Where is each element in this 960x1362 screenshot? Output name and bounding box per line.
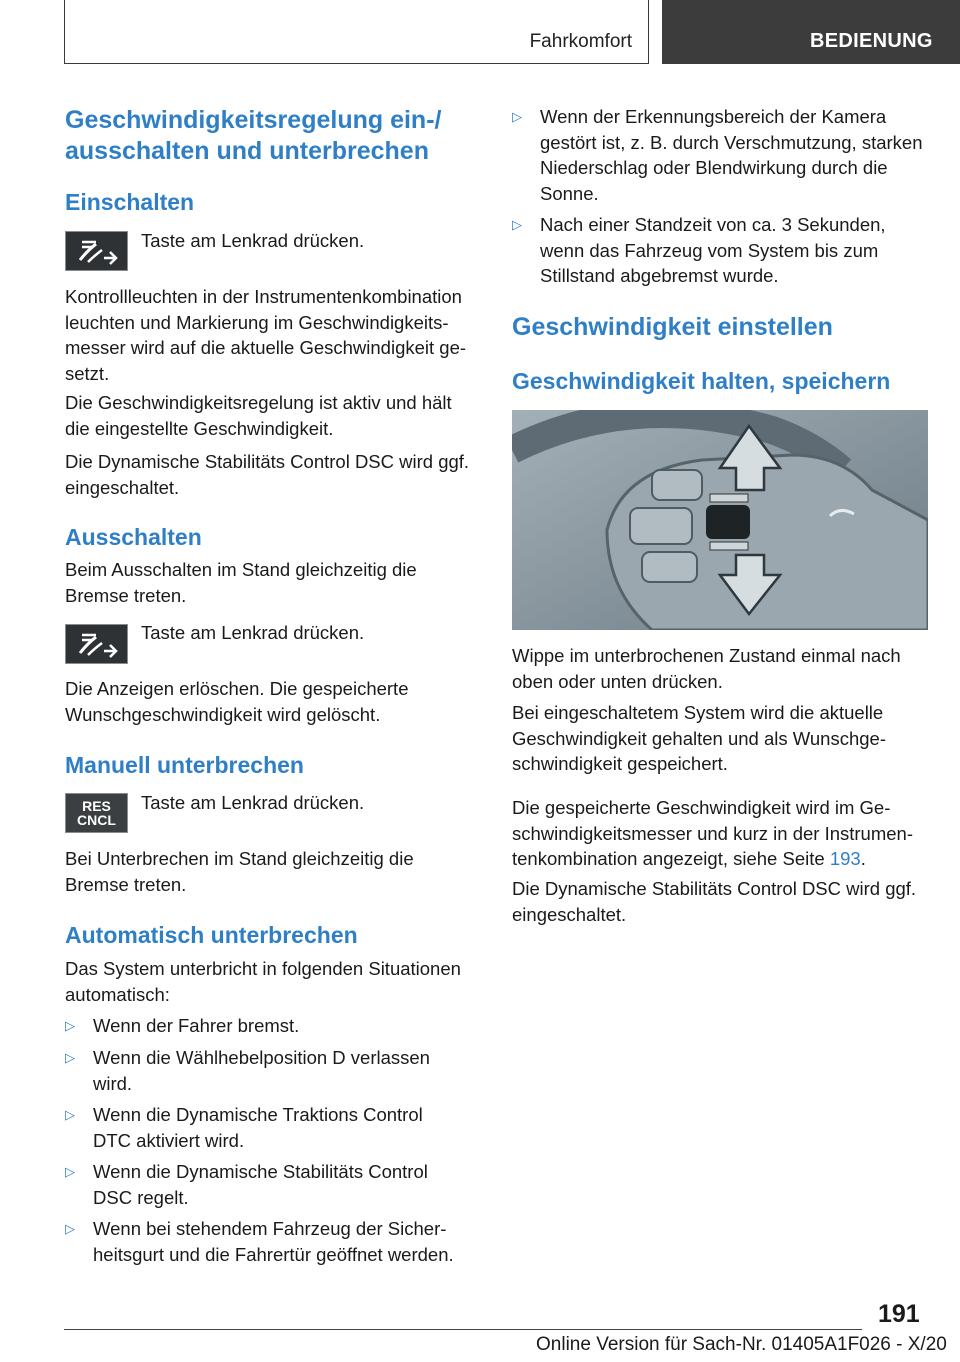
off-paragraph-2: Die Anzeigen erlöschen. Die gespeicherte Wunschgeschwindigkeit wird gelöscht. bbox=[65, 678, 409, 725]
footer-text: Online Version für Sach-Nr. 01405A1F026 - X/20 bbox=[536, 1334, 947, 1355]
heading-manuell-unterbrechen: Manuell unterbrechen bbox=[65, 752, 304, 778]
page-reference-link[interactable]: 193 bbox=[829, 848, 861, 869]
res-cncl-label: RES CNCL bbox=[77, 798, 116, 828]
bullet-triangle-icon: ▷ bbox=[65, 1050, 75, 1065]
heading-einschalten: Einschalten bbox=[65, 189, 195, 215]
on-paragraph-1: Kontrollleuchten in der Instrumentenkombination leuchten und Markierung im Geschwindigkeitsmesser wird auf die aktuelle Geschwindigkeit gesetzt. bbox=[65, 286, 467, 384]
cruise-control-icon bbox=[65, 231, 128, 271]
header-section-box bbox=[64, 0, 649, 64]
header-chapter-tab bbox=[662, 0, 960, 64]
right-paragraph-1: Wippe im unterbrochenen Zustand einmal nach oben oder unten drücken. bbox=[512, 645, 901, 692]
header-chapter-title: BEDIENUNG bbox=[810, 30, 933, 52]
cruise-control-icon bbox=[65, 624, 128, 664]
bullet-triangle-icon: ▷ bbox=[512, 217, 522, 232]
footer-divider bbox=[64, 1329, 862, 1330]
bullet-triangle-icon: ▷ bbox=[65, 1107, 75, 1122]
heading-ausschalten: Ausschalten bbox=[65, 524, 202, 550]
right-paragraph-2: Bei eingeschaltetem System wird die aktuelle Geschwindigkeit gehalten und als Wunschgeschwindigkeit gespeichert. bbox=[512, 702, 887, 774]
right-title: Geschwindigkeit einstellen bbox=[512, 313, 833, 341]
off-icon-text: Taste am Lenkrad drücken. bbox=[141, 622, 365, 643]
right-paragraph-3: Die gespeicherte Geschwindigkeit wird im Geschwindigkeitsmesser und kurz in der Instrumentenkombination angezeigt, siehe Seite 193. bbox=[512, 797, 914, 869]
auto-paragraph-1: Das System unterbricht in folgenden Situationen automatisch: bbox=[65, 958, 461, 1005]
right-paragraph-4: Die Dynamische Stabilitäts Control DSC wird ggf. eingeschaltet. bbox=[512, 878, 917, 925]
on-paragraph-3: Die Dynamische Stabilitäts Control DSC wird ggf. eingeschaltet. bbox=[65, 451, 470, 498]
interrupt-paragraph-1: Bei Unterbrechen im Stand gleichzeitig die Bremse treten. bbox=[65, 848, 414, 895]
steering-wheel-rocker-illustration bbox=[512, 410, 928, 630]
bullet-triangle-icon: ▷ bbox=[65, 1018, 75, 1033]
off-paragraph-1: Beim Ausschalten im Stand gleichzeitig die Bremse treten. bbox=[65, 559, 417, 606]
bullet-triangle-icon: ▷ bbox=[65, 1221, 75, 1236]
bullet-triangle-icon: ▷ bbox=[65, 1164, 75, 1179]
interrupt-icon-text: Taste am Lenkrad drücken. bbox=[141, 792, 365, 813]
left-title: Geschwindigkeitsregelung ein-/ ausschalten und unterbrechen bbox=[65, 106, 442, 165]
on-icon-text: Taste am Lenkrad drücken. bbox=[141, 230, 365, 251]
header-section-title: Fahrkomfort bbox=[529, 31, 632, 52]
heading-geschwindigkeit-halten: Geschwindigkeit halten, speichern bbox=[512, 368, 891, 394]
heading-automatisch-unterbrechen: Automatisch unterbrechen bbox=[65, 922, 358, 948]
on-paragraph-2: Die Geschwindigkeitsregelung ist aktiv und hält die eingestellte Geschwindigkeit. bbox=[65, 392, 452, 439]
res-cncl-button-icon bbox=[65, 793, 128, 833]
page-number: 191 bbox=[878, 1300, 920, 1328]
bullet-triangle-icon: ▷ bbox=[512, 109, 522, 124]
